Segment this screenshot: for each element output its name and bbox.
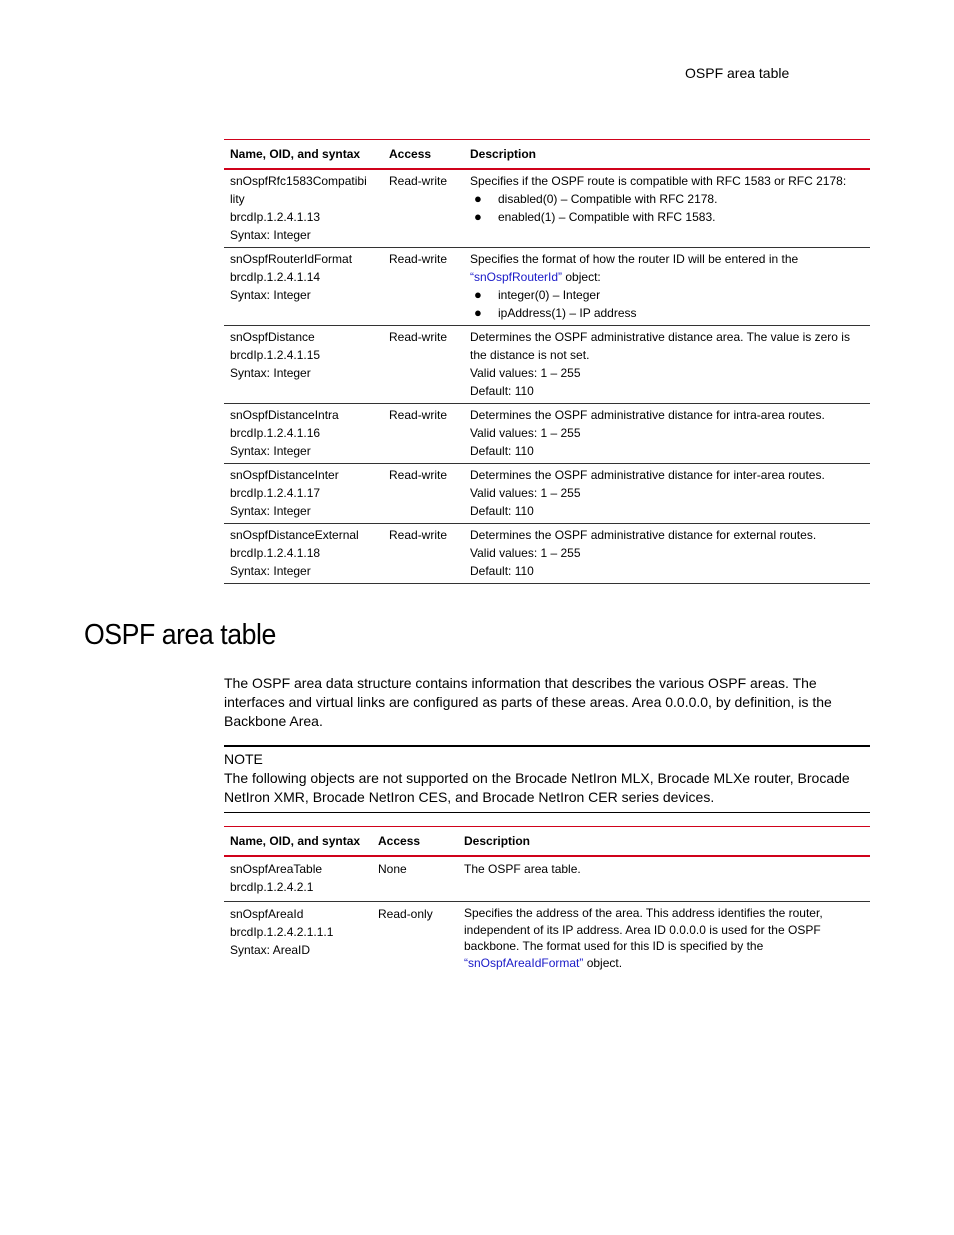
object-name: snOspfRouterIdFormat: [230, 252, 353, 266]
description-text: Determines the OSPF administrative distance for external routes.: [470, 528, 817, 542]
access-cell: Read-write: [389, 330, 448, 344]
column-header-name: Name, OID, and syntax: [230, 834, 361, 848]
bullet-icon: ●: [474, 305, 482, 320]
table-row: [224, 248, 870, 326]
note-text: The following objects are not supported on the Brocade NetIron MLX, Brocade MLXe router, Brocade NetIron XMR, Brocade NetIron CES, and Brocade NetIron CER series devices.: [224, 770, 850, 805]
object-oid: brcdIp.1.2.4.2.1: [230, 880, 314, 894]
description-text: Specifies the format of how the router ID will be entered in the: [470, 252, 799, 266]
object-cell: [224, 326, 383, 404]
description-cell: [464, 464, 870, 524]
mib-table-ospf-area: [224, 826, 870, 976]
table-header-row: [224, 827, 870, 857]
object-name: snOspfDistance: [230, 330, 315, 344]
column-header-access: Access: [389, 147, 432, 161]
list-item: [470, 304, 864, 322]
bullet-icon: ●: [474, 287, 482, 302]
valid-values: Valid values: 1 – 255: [470, 546, 581, 560]
list-item: [470, 208, 864, 226]
object-cell: [224, 404, 383, 464]
note-label: NOTE: [224, 751, 263, 767]
table-row: [224, 326, 870, 404]
description-text-tail: object.: [583, 955, 623, 970]
table-header-row: [224, 140, 870, 170]
default-value: Default: 110: [470, 564, 534, 578]
description-cell: The OSPF area table.: [464, 862, 581, 876]
section-title: OSPF area table: [84, 619, 276, 651]
list-item-text: ipAddress(1) – IP address: [498, 306, 637, 320]
description-cell: [458, 902, 870, 977]
object-oid: brcdIp.1.2.4.1.16: [230, 426, 321, 440]
description-cell: [464, 169, 870, 248]
table-row: [224, 169, 870, 248]
object-name: snOspfDistanceIntra: [230, 408, 339, 422]
description-text-tail: object:: [562, 270, 601, 284]
default-value: Default: 110: [470, 504, 534, 518]
description-cell: [464, 248, 870, 326]
access-cell: Read-only: [378, 907, 433, 921]
object-syntax: Syntax: Integer: [230, 444, 311, 458]
object-oid: brcdIp.1.2.4.1.17: [230, 486, 321, 500]
xref-link-snospfareaidformat[interactable]: “snOspfAreaIdFormat”: [464, 955, 584, 970]
access-cell: Read-write: [389, 528, 448, 542]
table-row: [224, 902, 870, 977]
object-oid: brcdIp.1.2.4.1.14: [230, 270, 321, 284]
access-cell: None: [378, 862, 407, 876]
description-cell: [464, 326, 870, 404]
object-syntax: Syntax: AreaID: [230, 943, 311, 957]
table-row: [224, 524, 870, 584]
object-name: snOspfRfc1583Compatibi lity: [230, 174, 367, 206]
value-list: [470, 190, 864, 226]
object-cell: [224, 856, 372, 902]
object-syntax: Syntax: Integer: [230, 288, 311, 302]
description-text: Determines the OSPF administrative distance for inter-area routes.: [470, 468, 825, 482]
object-syntax: Syntax: Integer: [230, 504, 311, 518]
mib-table-ospf-general: [224, 139, 870, 584]
valid-values: Valid values: 1 – 255: [470, 426, 581, 440]
object-oid: brcdIp.1.2.4.1.18: [230, 546, 321, 560]
table-row: [224, 856, 870, 902]
bullet-icon: ●: [474, 209, 482, 224]
description-text: Determines the OSPF administrative distance for intra-area routes.: [470, 408, 825, 422]
column-header-name: Name, OID, and syntax: [230, 147, 361, 161]
xref-link-snospfrouterid[interactable]: “snOspfRouterId”: [470, 270, 563, 284]
intro-paragraph: The OSPF area data structure contains information that describes the various OSPF areas. The interfaces and virtual links are configured as parts of these areas. Area 0.0.0.0, by definition, is the Backbone Area.: [224, 675, 832, 729]
list-item-text: enabled(1) – Compatible with RFC 1583.: [498, 210, 716, 224]
access-cell: Read-write: [389, 468, 448, 482]
column-header-description: Description: [464, 834, 531, 848]
description-text: Determines the OSPF administrative distance area. The value is zero is the distance is not set.: [470, 330, 850, 362]
description-cell: [464, 524, 870, 584]
object-cell: [224, 902, 372, 977]
table-row: [224, 464, 870, 524]
default-value: Default: 110: [470, 444, 534, 458]
object-name: snOspfAreaId: [230, 907, 304, 921]
list-item: [470, 286, 864, 304]
object-cell: [224, 524, 383, 584]
object-oid: brcdIp.1.2.4.1.13: [230, 210, 321, 224]
list-item: [470, 190, 864, 208]
table-row: [224, 404, 870, 464]
bullet-icon: ●: [474, 191, 482, 206]
object-cell: [224, 169, 383, 248]
access-cell: Read-write: [389, 174, 448, 188]
running-header: OSPF area table: [685, 65, 790, 81]
object-syntax: Syntax: Integer: [230, 564, 311, 578]
column-header-access: Access: [378, 834, 421, 848]
object-name: snOspfDistanceExternal: [230, 528, 359, 542]
description-text: Specifies if the OSPF route is compatible with RFC 1583 or RFC 2178:: [470, 174, 847, 188]
object-oid: brcdIp.1.2.4.1.15: [230, 348, 321, 362]
object-name: snOspfDistanceInter: [230, 468, 339, 482]
object-oid: brcdIp.1.2.4.2.1.1.1: [230, 925, 334, 939]
list-item-text: integer(0) – Integer: [498, 288, 601, 302]
object-syntax: Syntax: Integer: [230, 366, 311, 380]
object-cell: [224, 464, 383, 524]
description-cell: [464, 404, 870, 464]
description-text: Specifies the address of the area. This address identifies the router, independent of its IP address. Area ID 0.0.0.0 is used for the OSPF backbone. The format used for this ID is specified by the: [464, 906, 823, 953]
valid-values: Valid values: 1 – 255: [470, 366, 581, 380]
object-cell: [224, 248, 383, 326]
valid-values: Valid values: 1 – 255: [470, 486, 581, 500]
column-header-description: Description: [470, 147, 537, 161]
default-value: Default: 110: [470, 384, 534, 398]
object-name: snOspfAreaTable: [230, 862, 323, 876]
access-cell: Read-write: [389, 252, 448, 266]
note-box: [224, 745, 870, 813]
list-item-text: disabled(0) – Compatible with RFC 2178.: [498, 192, 718, 206]
access-cell: Read-write: [389, 408, 448, 422]
value-list: [470, 286, 864, 322]
object-syntax: Syntax: Integer: [230, 228, 311, 242]
